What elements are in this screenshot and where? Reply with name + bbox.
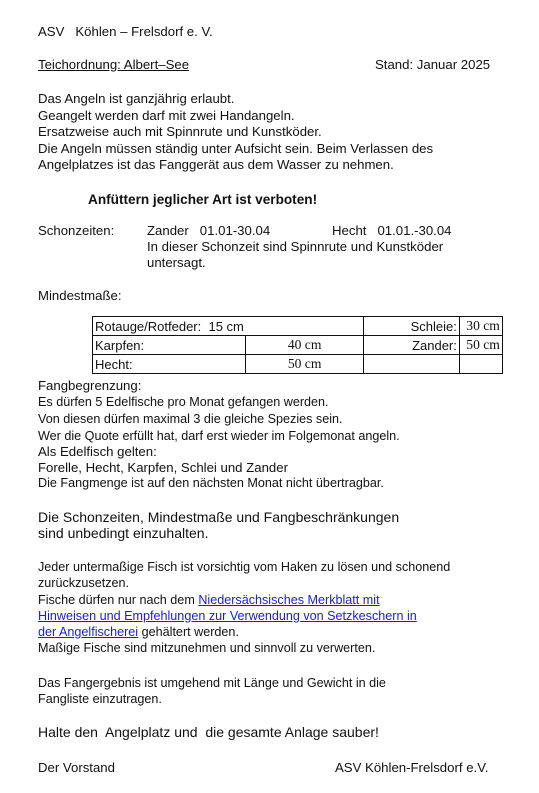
intro-block [38, 91, 433, 174]
halte-sauber: Halte den Angelplatz und die gesamte Anlage sauber! [38, 724, 379, 740]
table-cell [459, 355, 502, 374]
fang-line: Wer die Quote erfüllt hat, darf erst wieder im Folgemonat angeln. [38, 429, 400, 443]
intro-line: Angelplatzes ist das Fanggerät aus dem Wasser zu nehmen. [38, 157, 394, 173]
footer-org: ASV Köhlen-Frelsdorf e.V. [335, 760, 489, 775]
table-cell [246, 317, 364, 336]
table-cell: Schleie: [363, 317, 459, 336]
bold-notice: Anfüttern jeglicher Art ist verboten! [88, 192, 318, 207]
untermass-line: der Angelfischerei gehältert werden. [38, 625, 239, 639]
stand-date: Stand: Januar 2025 [375, 57, 491, 72]
fang-line: Es dürfen 5 Edelfische pro Monat gefangen werden. [38, 395, 329, 409]
table-row [93, 336, 503, 355]
table-cell: Hecht: [93, 355, 246, 374]
intro-line: Ersatzweise auch mit Spinnrute und Kunstköder. [38, 124, 322, 140]
schonzeit-note: In dieser Schonzeit sind Spinnrute und Kunstköder [147, 239, 444, 254]
table-cell: 40 cm [246, 336, 364, 355]
table-cell: Zander: [363, 336, 459, 355]
schonzeit-hecht: Hecht 01.01.-30.04 [332, 223, 452, 238]
header-org [38, 24, 213, 39]
fang-heading: Fangbegrenzung: [38, 378, 142, 393]
org-abbrev: ASV [38, 24, 65, 39]
table-row [93, 355, 503, 374]
table-cell: 30 cm [459, 317, 502, 336]
merkblatt-link[interactable]: der Angelfischerei [38, 625, 139, 639]
untermass-line: Maßige Fische sind mitzunehmen und sinnvoll zu verwerten. [38, 641, 376, 655]
einhalten-line: Die Schonzeiten, Mindestmaße und Fangbeschränkungen [38, 509, 400, 525]
ergebnis-line: Das Fangergebnis ist umgehend mit Länge und Gewicht in die [38, 676, 386, 690]
merkblatt-link[interactable]: Niedersächsisches Merkblatt mit [198, 593, 380, 607]
merkblatt-link[interactable]: Hinweisen und Empfehlungen zur Verwendung von Setzkeschern in [38, 609, 417, 623]
footer-vorstand: Der Vorstand [38, 760, 115, 775]
intro-line: Die Angeln müssen ständig unter Aufsicht sein. Beim Verlassen des [38, 140, 434, 156]
mindestmasse-label: Mindestmaße: [38, 288, 122, 303]
table-cell [363, 355, 459, 374]
schonzeit-note: untersagt. [147, 255, 206, 270]
table-cell: 50 cm [246, 355, 364, 374]
untermass-line: Jeder untermaßige Fisch ist vorsichtig vom Haken zu lösen und schonend [38, 560, 451, 574]
intro-line: Geangelt werden darf mit zwei Handangeln. [38, 107, 295, 123]
schonzeiten-label: Schonzeiten: [38, 223, 115, 238]
intro-line: Das Angeln ist ganzjährig erlaubt. [38, 91, 235, 106]
fang-line: Als Edelfisch gelten: [38, 444, 157, 459]
fang-line: Die Fangmenge ist auf den nächsten Monat nicht übertragbar. [38, 476, 384, 490]
einhalten-line: sind unbedingt einzuhalten. [38, 525, 209, 541]
untermass-line: zurückzusetzen. [38, 576, 129, 590]
table-row [93, 317, 503, 336]
ergebnis-line: Fangliste einzutragen. [38, 692, 162, 706]
untermass-line: Fische dürfen nur nach dem Niedersächsisches Merkblatt mit [38, 593, 380, 607]
schonzeit-zander: Zander 01.01-30.04 [147, 223, 271, 238]
org-name: Köhlen – Frelsdorf e. V. [75, 24, 213, 39]
page-title: Teichordnung: Albert–See [38, 57, 190, 72]
table-cell: Karpfen: [93, 336, 246, 355]
fang-line: Von diesen dürfen maximal 3 die gleiche Spezies sein. [38, 412, 343, 426]
table-cell: 50 cm [459, 336, 502, 355]
table-cell: Rotauge/Rotfeder: 15 cm [93, 317, 246, 336]
mindestmasse-table [92, 316, 503, 374]
fang-line: Forelle, Hecht, Karpfen, Schlei und Zander [38, 460, 288, 475]
untermass-line [38, 609, 417, 623]
